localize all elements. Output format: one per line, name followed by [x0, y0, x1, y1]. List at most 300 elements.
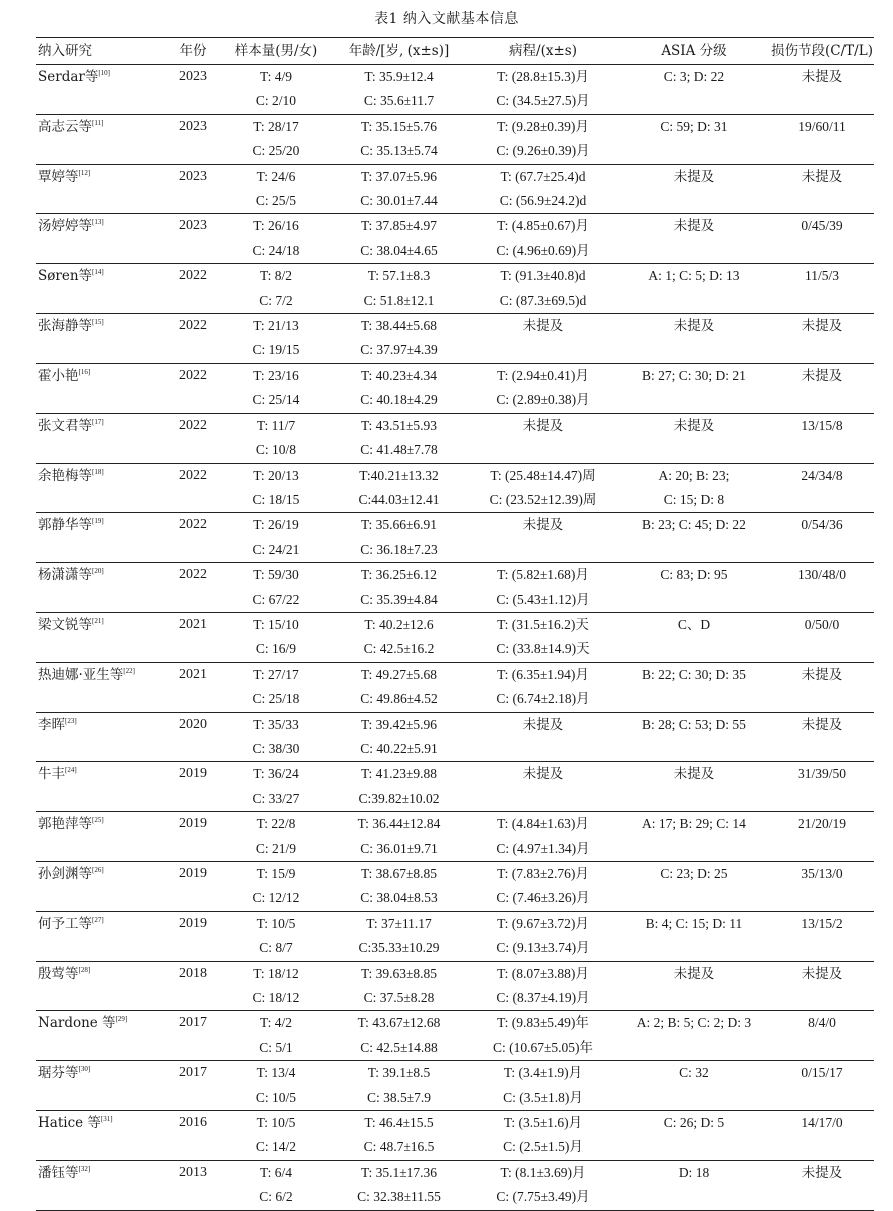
- cell-age-t: T: 40.2±12.6: [364, 616, 434, 632]
- cell-segment-t: 13/15/8: [801, 417, 843, 433]
- cell-segment-c: [770, 687, 874, 712]
- cell-age-c: C: 40.18±4.29: [360, 392, 438, 408]
- cell-age-t: T: 39.1±8.5: [367, 1065, 431, 1081]
- cell-course-c: [468, 338, 618, 363]
- cell-study-empty: [36, 538, 164, 563]
- cell-year-empty: [164, 289, 222, 314]
- table-row: [36, 837, 874, 862]
- table-row: [36, 363, 874, 388]
- cell-segment-c: [770, 588, 874, 613]
- study-name: 琚芬等: [38, 1065, 79, 1082]
- cell-course-c: [468, 438, 618, 463]
- cell-course-c: C: (2.89±0.38)月: [496, 392, 590, 408]
- cell-segment-c: [770, 388, 874, 413]
- cell-study-empty: [36, 588, 164, 613]
- cell-sample-t: T: 59/30: [253, 567, 299, 583]
- cell-course-c: C: (5.43±1.12)月: [496, 591, 590, 607]
- cell-asia-c: [618, 787, 770, 812]
- cell-sample-c: C: 14/2: [255, 1139, 297, 1155]
- cell-sample-c: C: 25/5: [255, 193, 297, 209]
- cell-year: 2023: [179, 168, 207, 184]
- table-row: [36, 936, 874, 961]
- cell-sample-c: C: 38/30: [252, 740, 300, 756]
- cell-segment-t: 13/15/2: [801, 915, 843, 931]
- cell-year: 2022: [179, 367, 207, 383]
- cell-year-empty: [164, 189, 222, 214]
- header-study: 纳入研究: [38, 43, 92, 59]
- citation-ref: [25]: [92, 816, 104, 825]
- cell-segment-t: 未提及: [801, 168, 843, 185]
- cell-study: [36, 1160, 164, 1185]
- cell-age-c: C: 36.18±7.23: [360, 541, 438, 557]
- cell-age-t: T: 43.51±5.93: [360, 417, 438, 433]
- cell-course-c: C: (87.3±69.5)d: [499, 292, 587, 308]
- table-row: [36, 214, 874, 239]
- cell-segment-c: [770, 89, 874, 114]
- cell-age-t: T: 46.4±15.5: [364, 1115, 434, 1131]
- header-asia: ASIA 分级: [661, 43, 727, 59]
- cell-asia-t: D: 18: [678, 1164, 710, 1180]
- cell-segment-t: 24/34/8: [801, 467, 843, 483]
- citation-ref: [23]: [65, 716, 77, 725]
- cell-asia-t: C: 23; D: 25: [660, 866, 728, 881]
- cell-segment-c: [770, 1086, 874, 1111]
- study-name: 霍小艳: [38, 367, 79, 384]
- cell-asia-c: C: 15; D: 8: [663, 491, 725, 507]
- study-name: 高志云等: [38, 118, 92, 135]
- cell-year: 2023: [179, 118, 207, 134]
- cell-sample-c: C: 2/10: [255, 93, 297, 109]
- cell-sample-t: T: 15/10: [253, 616, 299, 632]
- citation-ref: [18]: [92, 467, 104, 476]
- table-row: [36, 1185, 874, 1210]
- cell-year: 2023: [179, 69, 207, 84]
- cell-segment-t: 未提及: [801, 69, 843, 85]
- table-row: [36, 588, 874, 613]
- citation-ref: [26]: [92, 866, 104, 874]
- cell-course-t: T: (9.67±3.72)月: [497, 915, 589, 931]
- cell-sample-t: T: 8/2: [260, 268, 292, 284]
- cell-year: 2023: [179, 218, 207, 234]
- cell-study-empty: [36, 837, 164, 862]
- cell-segment-c: [770, 139, 874, 164]
- cell-year: 2018: [179, 965, 207, 981]
- cell-age-c: C: 35.39±4.84: [360, 591, 438, 607]
- table-row: [36, 737, 874, 762]
- cell-age-c: C: 49.86±4.52: [360, 691, 438, 707]
- cell-course-c: C: (8.37±4.19)月: [496, 990, 590, 1006]
- table-row: [36, 239, 874, 264]
- cell-year: 2019: [179, 915, 207, 931]
- cell-sample-t: T: 11/7: [256, 417, 296, 433]
- cell-age-t: T: 36.44±12.84: [357, 816, 441, 832]
- cell-course-t: T: (8.1±3.69)月: [500, 1164, 586, 1180]
- table-row: [36, 637, 874, 662]
- cell-study-empty: [36, 438, 164, 463]
- table-row: [36, 563, 874, 588]
- cell-course-t: T: (9.83±5.49)年: [497, 1015, 589, 1031]
- cell-segment-c: [770, 1185, 874, 1210]
- cell-study: [36, 363, 164, 388]
- cell-course-c: C: (2.5±1.5)月: [503, 1139, 583, 1155]
- cell-asia-t: C、D: [677, 616, 711, 632]
- cell-study-empty: [36, 886, 164, 911]
- cell-segment-c: [770, 1135, 874, 1160]
- cell-age-c: C: 37.5±8.28: [363, 990, 435, 1006]
- cell-sample-c: C: 24/21: [252, 541, 300, 557]
- citation-ref: [29]: [115, 1015, 128, 1024]
- cell-segment-t: 130/48/0: [797, 567, 846, 583]
- cell-study: [36, 563, 164, 588]
- cell-segment-c: [770, 488, 874, 513]
- cell-sample-t: T: 13/4: [256, 1065, 296, 1081]
- cell-study-empty: [36, 687, 164, 712]
- cell-course-t: 未提及: [522, 766, 564, 783]
- cell-course-c: C: (4.96±0.69)月: [496, 242, 590, 258]
- cell-course-t: T: (3.5±1.6)月: [503, 1115, 583, 1131]
- cell-year-empty: [164, 488, 222, 513]
- study-name: 李晖: [38, 716, 65, 733]
- table-row: [36, 1036, 874, 1061]
- cell-sample-c: C: 18/15: [252, 491, 300, 507]
- cell-study: [36, 314, 164, 339]
- table-row: [36, 139, 874, 164]
- cell-course-t: T: (4.85±0.67)月: [497, 218, 589, 234]
- cell-segment-c: [770, 986, 874, 1011]
- cell-segment-t: 8/4/0: [808, 1015, 836, 1031]
- cell-course-t: T: (4.84±1.63)月: [497, 816, 589, 832]
- citation-ref: [32]: [78, 1164, 91, 1173]
- table-row: [36, 961, 874, 986]
- cell-course-c: C: (4.97±1.34)月: [496, 840, 590, 856]
- study-name: 潘钰等: [38, 1164, 79, 1181]
- citation-ref: [13]: [92, 218, 104, 227]
- cell-sample-c: C: 10/8: [255, 442, 297, 458]
- header-age: 年龄/[岁, (x±s)]: [348, 43, 450, 59]
- citation-ref: [30]: [78, 1065, 91, 1074]
- cell-asia-t: A: 17; B: 29; C: 14: [642, 816, 746, 832]
- cell-study-empty: [36, 239, 164, 264]
- cell-age-t: T: 39.42±5.96: [360, 716, 438, 732]
- cell-study-empty: [36, 1185, 164, 1210]
- table-row: [36, 438, 874, 463]
- cell-sample-t: T: 26/19: [253, 517, 299, 533]
- cell-sample-t: T: 10/5: [256, 1115, 296, 1131]
- cell-course-c: [468, 737, 618, 762]
- cell-asia-c: [618, 886, 770, 911]
- cell-course-t: 未提及: [522, 318, 564, 335]
- citation-ref: [15]: [92, 318, 104, 327]
- cell-year-empty: [164, 886, 222, 911]
- table-row: [36, 812, 874, 837]
- table-row: [36, 289, 874, 314]
- cell-year-empty: [164, 986, 222, 1011]
- cell-year: 2019: [179, 766, 207, 782]
- study-name: Nardone 等: [38, 1015, 116, 1032]
- study-name: 覃婷等: [38, 168, 79, 185]
- cell-age-c: C: 38.5±7.9: [366, 1089, 432, 1105]
- cell-course-t: T: (8.07±3.88)月: [497, 965, 589, 981]
- cell-asia-c: [618, 338, 770, 363]
- citation-ref: [17]: [92, 417, 104, 426]
- cell-study-empty: [36, 637, 164, 662]
- citation-ref: [19]: [92, 517, 104, 526]
- cell-asia-t: 未提及: [673, 965, 715, 982]
- cell-course-t: T: (6.35±1.94)月: [497, 666, 589, 682]
- cell-sample-t: T: 22/8: [256, 816, 296, 832]
- cell-sample-c: C: 12/12: [252, 890, 300, 906]
- cell-asia-c: [618, 289, 770, 314]
- citation-ref: [27]: [92, 915, 104, 924]
- study-name: 余艳梅等: [38, 467, 92, 484]
- cell-year-empty: [164, 338, 222, 363]
- cell-year-empty: [164, 1185, 222, 1210]
- citation-ref: [21]: [92, 616, 104, 625]
- cell-segment-c: [770, 787, 874, 812]
- cell-age-t: T: 37.07±5.96: [360, 168, 438, 184]
- cell-year-empty: [164, 438, 222, 463]
- cell-asia-c: [618, 1135, 770, 1160]
- cell-asia-t: A: 1; C: 5; D: 13: [648, 268, 740, 284]
- cell-age-t: T: 57.1±8.3: [367, 268, 431, 284]
- cell-age-t: T: 35.66±6.91: [360, 517, 438, 533]
- cell-study: [36, 114, 164, 139]
- table-row: [36, 986, 874, 1011]
- cell-segment-c: [770, 1036, 874, 1061]
- cell-asia-c: [618, 438, 770, 463]
- cell-sample-t: T: 23/16: [253, 367, 299, 383]
- cell-year: 2021: [179, 616, 207, 632]
- cell-age-t: T: 38.67±8.85: [360, 866, 438, 881]
- cell-year-empty: [164, 588, 222, 613]
- cell-study: [36, 812, 164, 837]
- cell-segment-c: [770, 239, 874, 264]
- cell-study: [36, 164, 164, 189]
- cell-sample-t: T: 28/17: [253, 118, 299, 134]
- header-sample: 样本量(男/女): [234, 43, 318, 59]
- study-name: 梁文锐等: [38, 616, 92, 633]
- cell-year: 2019: [179, 816, 207, 832]
- cell-asia-t: 未提及: [673, 218, 715, 235]
- cell-segment-t: 未提及: [801, 318, 843, 335]
- cell-age-t: T: 39.63±8.85: [360, 965, 438, 981]
- cell-sample-t: T: 6/4: [260, 1164, 292, 1180]
- cell-course-t: T: (7.83±2.76)月: [497, 866, 589, 881]
- cell-segment-t: 未提及: [801, 367, 843, 384]
- cell-age-t: T: 36.25±6.12: [360, 567, 438, 583]
- cell-age-c: C: 48.7±16.5: [363, 1139, 435, 1155]
- cell-sample-t: T: 18/12: [253, 965, 299, 981]
- cell-asia-c: [618, 837, 770, 862]
- cell-sample-t: T: 4/2: [260, 1015, 292, 1031]
- literature-table: [36, 37, 874, 1211]
- cell-study-empty: [36, 986, 164, 1011]
- cell-study: [36, 662, 164, 687]
- cell-study: [36, 862, 164, 887]
- cell-sample-c: C: 25/14: [252, 392, 300, 408]
- cell-sample-c: C: 8/7: [259, 940, 293, 956]
- cell-study-empty: [36, 89, 164, 114]
- cell-sample-c: C: 21/9: [255, 840, 297, 856]
- citation-ref: [22]: [123, 666, 135, 675]
- cell-asia-t: C: 59; D: 31: [660, 118, 728, 134]
- cell-study-empty: [36, 139, 164, 164]
- cell-course-t: T: (2.94±0.41)月: [497, 367, 589, 383]
- cell-year: 2020: [179, 716, 207, 732]
- cell-sample-c: C: 25/18: [252, 691, 300, 707]
- cell-course-c: C: (3.5±1.8)月: [503, 1089, 583, 1105]
- header-course: 病程/(x±s): [509, 43, 577, 59]
- cell-year: 2022: [179, 268, 207, 284]
- cell-age-c: C:39.82±10.02: [358, 790, 440, 806]
- cell-course-t: T: (9.28±0.39)月: [497, 118, 589, 134]
- cell-age-c: C: 42.5±14.88: [360, 1039, 438, 1055]
- cell-sample-t: T: 27/17: [253, 666, 299, 682]
- citation-ref: [20]: [92, 567, 104, 576]
- cell-segment-c: [770, 189, 874, 214]
- citation-ref: [31]: [100, 1115, 113, 1124]
- cell-asia-t: 未提及: [673, 766, 715, 783]
- cell-year-empty: [164, 139, 222, 164]
- cell-year-empty: [164, 837, 222, 862]
- table-row: [36, 1135, 874, 1160]
- cell-asia-t: B: 23; C: 45; D: 22: [642, 517, 746, 533]
- table-row: [36, 762, 874, 787]
- cell-study-empty: [36, 289, 164, 314]
- cell-study: [36, 65, 164, 90]
- cell-asia-c: [618, 1036, 770, 1061]
- table-row: [36, 1011, 874, 1036]
- cell-segment-t: 21/20/19: [797, 816, 846, 832]
- cell-segment-t: 0/45/39: [801, 218, 843, 234]
- table-row: [36, 114, 874, 139]
- cell-course-t: 未提及: [522, 517, 564, 534]
- citation-ref: [28]: [78, 965, 91, 974]
- cell-sample-t: T: 35/33: [253, 716, 299, 732]
- cell-course-c: C: (56.9±24.2)d: [499, 193, 587, 209]
- cell-course-c: C: (23.52±12.39)周: [489, 491, 597, 507]
- header-year: 年份: [179, 43, 207, 59]
- study-name: Søren等: [38, 268, 93, 285]
- cell-asia-c: [618, 737, 770, 762]
- cell-asia-t: 未提及: [673, 417, 715, 434]
- table-row: [36, 388, 874, 413]
- cell-sample-c: C: 10/5: [255, 1089, 297, 1105]
- study-name: 牛丰: [38, 766, 65, 783]
- cell-age-t: T: 49.27±5.68: [360, 666, 438, 682]
- cell-course-t: 未提及: [522, 716, 564, 733]
- cell-course-c: C: (9.26±0.39)月: [496, 143, 590, 159]
- table-row: [36, 463, 874, 488]
- cell-year-empty: [164, 1036, 222, 1061]
- cell-asia-c: [618, 637, 770, 662]
- study-name: 郭艳萍等: [38, 816, 92, 833]
- cell-asia-c: [618, 388, 770, 413]
- cell-asia-t: B: 4; C: 15; D: 11: [645, 915, 743, 931]
- cell-course-t: T: (5.82±1.68)月: [497, 567, 589, 583]
- cell-study: [36, 413, 164, 438]
- cell-asia-c: [618, 936, 770, 961]
- citation-ref: [16]: [78, 367, 91, 376]
- cell-study-empty: [36, 936, 164, 961]
- table-row: [36, 164, 874, 189]
- cell-asia-c: [618, 89, 770, 114]
- cell-age-t: T: 35.1±17.36: [360, 1164, 438, 1180]
- cell-segment-t: 14/17/0: [801, 1115, 843, 1131]
- cell-course-c: C: (7.75±3.49)月: [496, 1189, 590, 1205]
- cell-age-t: T: 35.9±12.4: [364, 69, 434, 84]
- cell-age-c: C: 40.22±5.91: [360, 740, 438, 756]
- cell-course-c: C: (7.46±3.26)月: [496, 890, 590, 906]
- cell-course-c: C: (33.8±14.9)天: [496, 641, 590, 657]
- cell-age-t: T: 35.15±5.76: [360, 118, 438, 134]
- cell-sample-t: T: 10/5: [256, 915, 296, 931]
- cell-age-c: C: 41.48±7.78: [360, 442, 438, 458]
- cell-course-c: [468, 538, 618, 563]
- cell-segment-c: [770, 886, 874, 911]
- cell-course-t: T: (31.5±16.2)天: [497, 616, 589, 632]
- table-row: [36, 886, 874, 911]
- table-row: [36, 264, 874, 289]
- table-row: [36, 1160, 874, 1185]
- cell-age-c: C: 38.04±8.53: [360, 890, 438, 906]
- cell-course-t: 未提及: [522, 417, 564, 434]
- cell-year-empty: [164, 687, 222, 712]
- cell-study-empty: [36, 1036, 164, 1061]
- cell-course-c: C: (9.13±3.74)月: [496, 940, 590, 956]
- table-row: [36, 1061, 874, 1086]
- cell-asia-c: [618, 538, 770, 563]
- cell-segment-c: [770, 637, 874, 662]
- citation-ref: [12]: [78, 168, 91, 177]
- cell-sample-c: C: 24/18: [252, 242, 300, 258]
- cell-year: 2017: [179, 1015, 207, 1031]
- cell-year-empty: [164, 89, 222, 114]
- cell-asia-t: 未提及: [673, 318, 715, 335]
- cell-study: [36, 1111, 164, 1136]
- study-name: 杨潇潇等: [38, 567, 92, 584]
- cell-study-empty: [36, 1086, 164, 1111]
- cell-sample-c: C: 19/15: [252, 342, 300, 358]
- cell-course-t: T: (3.4±1.9)月: [503, 1065, 583, 1081]
- table-row: [36, 612, 874, 637]
- cell-study: [36, 762, 164, 787]
- cell-asia-t: A: 20; B: 23;: [658, 467, 730, 483]
- cell-study: [36, 1061, 164, 1086]
- study-name: 何予工等: [38, 915, 92, 932]
- table-row: [36, 1111, 874, 1136]
- cell-course-c: [468, 787, 618, 812]
- cell-year-empty: [164, 936, 222, 961]
- citation-ref: [14]: [92, 268, 104, 277]
- cell-year-empty: [164, 1135, 222, 1160]
- cell-age-c: C: 35.13±5.74: [360, 143, 438, 159]
- cell-course-t: T: (91.3±40.8)d: [500, 268, 586, 284]
- study-name: Serdar等: [38, 69, 99, 85]
- cell-asia-t: C: 83; D: 95: [660, 567, 728, 583]
- cell-segment-t: 0/15/17: [801, 1065, 843, 1081]
- cell-age-c: C: 51.8±12.1: [363, 292, 435, 308]
- citation-ref: [11]: [92, 118, 104, 127]
- cell-study: [36, 712, 164, 737]
- cell-segment-t: 35/13/0: [801, 866, 843, 881]
- cell-study: [36, 214, 164, 239]
- cell-age-t: T: 37.85±4.97: [360, 218, 438, 234]
- cell-age-c: C: 32.38±11.55: [357, 1189, 441, 1205]
- cell-year: 2017: [179, 1065, 207, 1081]
- study-name: 孙剑渊等: [38, 866, 92, 882]
- cell-segment-t: 未提及: [801, 716, 843, 733]
